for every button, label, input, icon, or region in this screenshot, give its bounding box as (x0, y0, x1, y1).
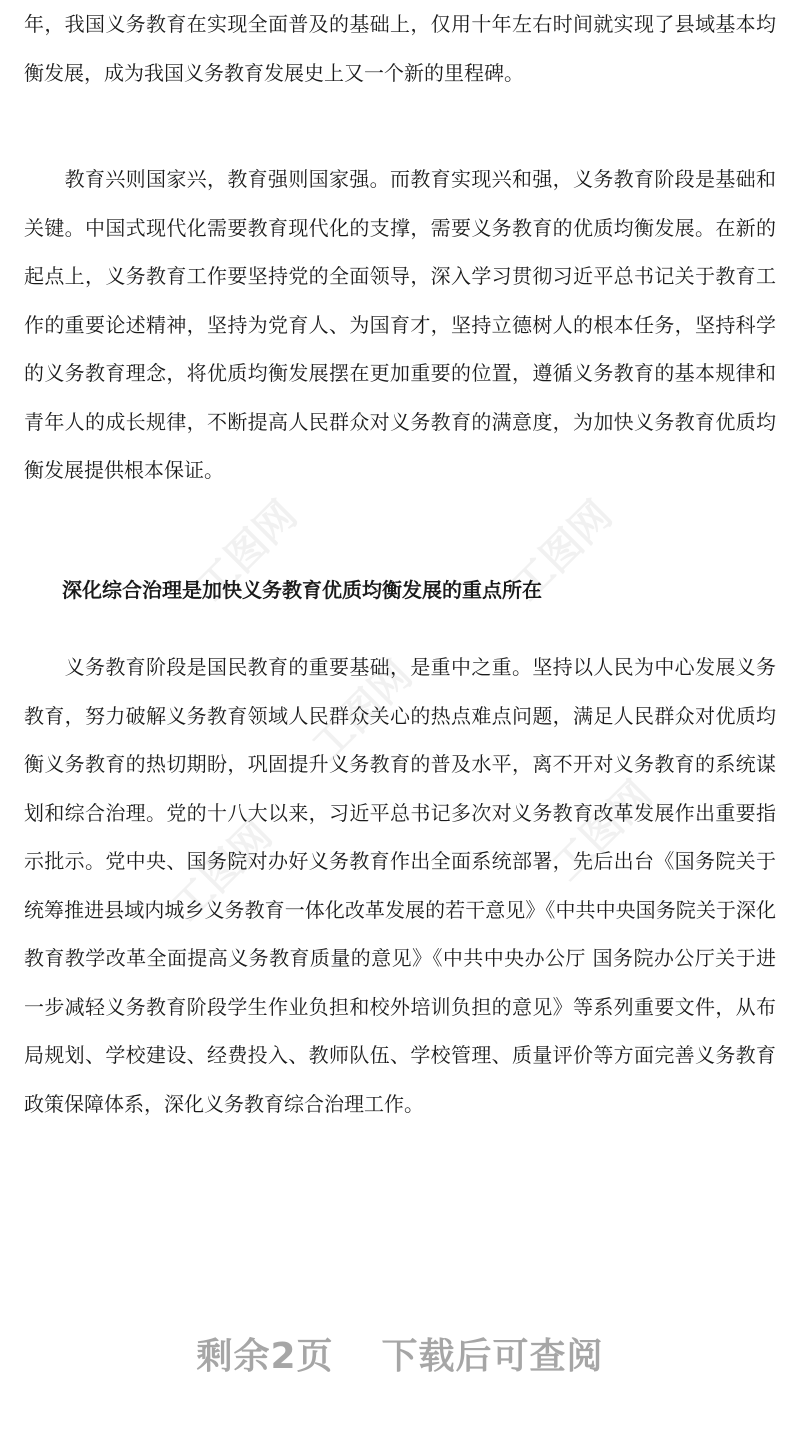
watermark: 工图网 (543, 772, 662, 890)
paragraph-3: 义务教育阶段是国民教育的重要基础，是重中之重。坚持以人民为中心发展义务教育，努力破解义务教育领域人民群众关心的热点难点问题，满足人民群众对优质均衡义务教育的热切期盼，巩固提升义务教育的普及水平，离不开对义务教育的系统谋划和综合治理。党的十八大以来，习近平总书记多次对义务教育改革发展作出重要指示批示。党中央、国务院对办好义务教育作出全面系统部署，先后出台《国务院关于统筹推进县域内城乡义务教育一体化改革发展的若干意见》《中共中央国务院关于深化教育教学改革全面提高义务教育质量的意见》《中共中央办公厅 国务院办公厅关于进一步减轻义务教育阶段学生作业负担和校外培训负担的意见》等系列重要文件，从布局规划、学校建设、经费投入、教师队伍、学校管理、质量评价等方面完善义务教育政策保障体系，深化义务教育综合治理工作。 (24, 655, 776, 1116)
download-prompt[interactable] (0, 1328, 800, 1379)
download-to-view-label: 下载后可查阅 (381, 1336, 604, 1377)
paragraph-1: 年，我国义务教育在实现全面普及的基础上，仅用十年左右时间就实现了县域基本均衡发展，成为我国义务教育发展史上又一个新的里程碑。 (24, 12, 776, 85)
watermark: 工图网 (503, 492, 622, 610)
watermark: 工图网 (163, 812, 282, 930)
watermark: 工图网 (303, 652, 422, 770)
watermark: 工图网 (188, 492, 307, 610)
paragraph-2: 教育兴则国家兴，教育强则国家强。而教育实现兴和强，义务教育阶段是基础和关键。中国式现代化需要教育现代化的支撑，需要义务教育的优质均衡发展。在新的起点上，义务教育工作要坚持党的全面领导，深入学习贯彻习近平总书记关于教育工作的重要论述精神，坚持为党育人、为国育才，坚持立德树人的根本任务，坚持科学的义务教育理念，将优质均衡发展摆在更加重要的位置，遵循义务教育的基本规律和青年人的成长规律，不断提高人民群众对义务教育的满意度，为加快义务教育优质均衡发展提供根本保证。 (24, 167, 776, 482)
remaining-pages-label: 剩余2页 (196, 1336, 334, 1377)
section-heading: 深化综合治理是加快义务教育优质均衡发展的重点所在 (62, 578, 542, 602)
